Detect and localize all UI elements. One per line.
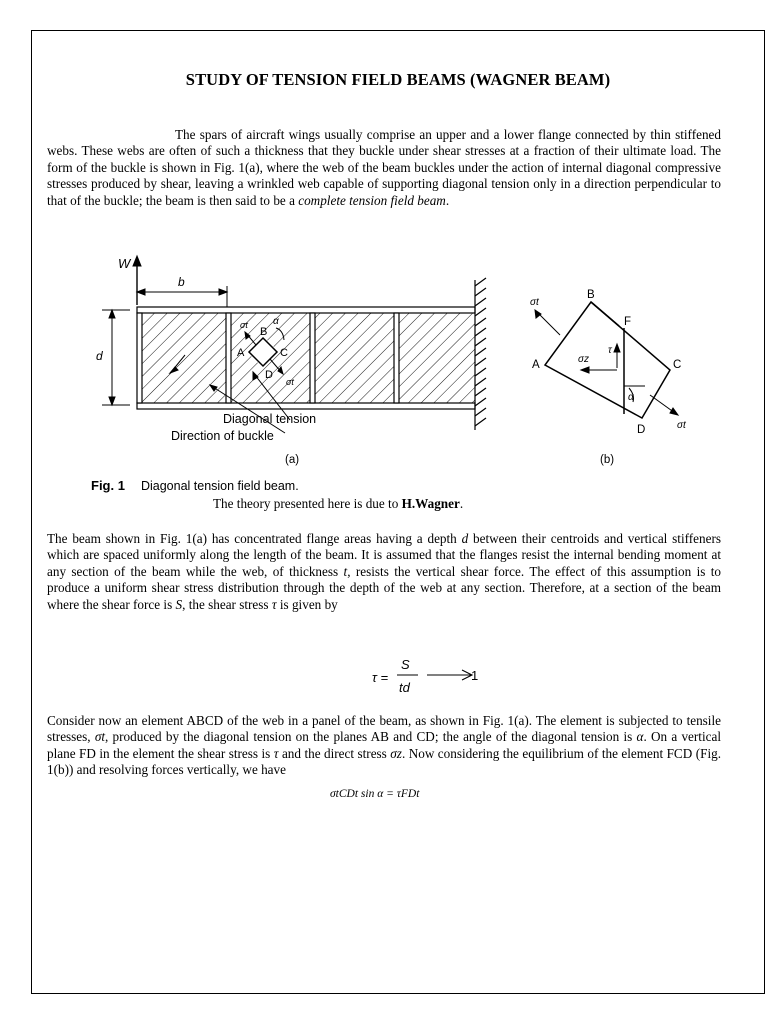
var-tau: τ	[271, 596, 277, 612]
label-a-small: A	[237, 347, 245, 359]
beam-web	[140, 313, 475, 403]
var-sigma-t: σt	[94, 729, 106, 745]
label-c-b: C	[673, 359, 682, 371]
paragraph-beam-description	[47, 531, 721, 613]
label-b: b	[178, 275, 185, 289]
text-run: between their centroids and vertical stiffeners which are spaced uniformly along the length of the beam. It is assumed that the flanges resist the internal bending moment at any section of the beam while the web, of thickness	[47, 531, 721, 579]
equation-1-graphic	[370, 655, 500, 701]
label-f-b: F	[624, 316, 632, 328]
label-sub-a: (a)	[285, 454, 300, 466]
label-b-b: B	[587, 289, 595, 301]
emphasis-term: complete tension field beam	[298, 192, 446, 208]
equation-2	[330, 788, 419, 800]
text-run: The beam shown in Fig. 1(a) has concentrated flange areas having a depth	[47, 531, 462, 546]
document-title: STUDY OF TENSION FIELD BEAMS (WAGNER BEAM)	[185, 70, 611, 89]
annotation-direction-buckle: Direction of buckle	[171, 429, 274, 443]
label-tau-b: τ	[608, 345, 612, 356]
var-t: t	[343, 563, 348, 579]
text-run: , produced by the diagonal tension on the planes AB and CD; the angle of the diagonal tension is	[105, 729, 637, 745]
label-sigma-t-lower: σt	[286, 377, 294, 387]
label-d: d	[96, 349, 103, 363]
paragraph-text: The spars of aircraft wings usually comprise an upper and a lower flange connected by thin stiffened webs. These webs are often of such a thickness that they buckle under shear stresses at a fraction of their ultimate load. The form of the buckle is shown in Fig. 1(a), where the web of the beam buckles under the action of internal diagonal compressive stresses produced by shear, leaving a wrinkled web capable of supporting diagonal tension only in a direction perpendicular to that of the buckle; the beam is then said to be a	[47, 127, 721, 208]
element-fcd-diagram	[545, 302, 670, 418]
label-b-small: B	[260, 326, 268, 338]
paragraph-end: .	[445, 192, 450, 208]
label-sub-b: (b)	[600, 454, 615, 466]
theory-end: .	[459, 496, 464, 511]
equation-2-text: σtCDt sin α = τFDt	[330, 788, 420, 800]
var-tau: τ	[273, 745, 279, 761]
label-sigma-z-b: σz	[578, 354, 590, 365]
label-alpha-b: α	[628, 392, 634, 403]
var-s: S	[175, 596, 183, 612]
var-alpha: α	[636, 729, 644, 745]
label-w: W	[118, 256, 131, 271]
label-a-b: A	[532, 359, 540, 371]
label-c-small: C	[280, 347, 288, 359]
text-run: , resists the vertical shear force. The effect of this assumption is to produce a uniform shear stress distribution through the depth of the web at any section. Therefore, at a section of the beam where the shear force is	[47, 563, 721, 612]
text-run: is given by	[276, 596, 338, 612]
eq1-number: 1	[471, 668, 479, 683]
figure-caption-text: Diagonal tension field beam.	[140, 479, 299, 493]
label-sigma-t-b-lower: σt	[677, 420, 686, 431]
author-name: H.Wagner	[401, 496, 460, 511]
dimension-d	[102, 310, 130, 405]
text-run: . Now considering the equilibrium of the element FCD (Fig. 1(b)) and resolving forces vertically, we have	[47, 745, 721, 778]
text-run: , the shear stress	[182, 596, 272, 612]
eq1-arrow	[427, 670, 472, 680]
annotation-diagonal-tension: Diagonal tension	[223, 412, 317, 426]
paragraph-element-abcd	[47, 713, 721, 779]
dimension-b	[137, 286, 227, 308]
label-sigma-t-upper: σt	[240, 320, 248, 330]
var-sigma-z: σz	[390, 745, 402, 761]
figure-number: Fig. 1	[91, 478, 125, 493]
text-run: Consider now an element ABCD of the web in a panel of the beam, as shown in Fig. 1(a). The element is subjected to tensile stresses,	[47, 713, 721, 745]
label-alpha-small: α	[273, 316, 279, 327]
label-d-small: D	[265, 369, 273, 381]
text-run: and the direct stress	[278, 745, 391, 761]
text-run: . On a vertical plane FD in the element the shear stress is	[47, 729, 721, 761]
equation-1	[370, 655, 500, 706]
theory-text: The theory presented here is due to	[213, 496, 402, 511]
label-sigma-t-b-upper: σt	[530, 297, 539, 308]
eq1-denominator: td	[399, 680, 410, 695]
theory-note	[213, 496, 463, 512]
label-d-b: D	[637, 424, 646, 436]
fixed-wall	[475, 278, 486, 430]
eq1-numerator: S	[401, 657, 410, 672]
var-d: d	[461, 531, 469, 546]
load-arrow-w	[133, 256, 141, 305]
eq1-lhs: τ =	[372, 670, 389, 685]
figure-tension-field-beam	[90, 250, 710, 475]
figure-caption	[91, 478, 299, 493]
paragraph-intro	[47, 127, 721, 209]
